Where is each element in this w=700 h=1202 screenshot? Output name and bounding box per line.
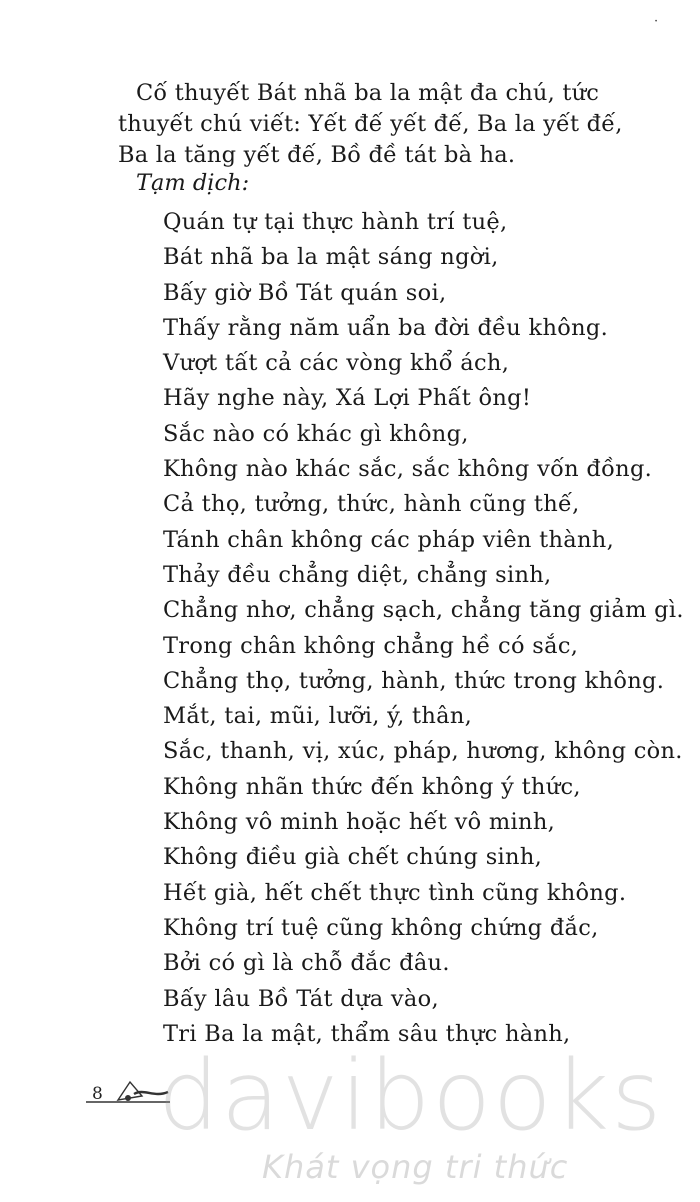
poem-line: Hết già, hết chết thực tình cũng không. (163, 879, 627, 906)
page-number: 8 (92, 1084, 103, 1104)
poem-line: Tri Ba la mật, thẩm sâu thực hành, (163, 1020, 571, 1047)
poem-line: Không trí tuệ cũng không chứng đắc, (163, 914, 599, 941)
poem-line: Vượt tất cả các vòng khổ ách, (163, 350, 510, 377)
poem-line: Sắc nào có khác gì không, (163, 420, 469, 447)
poem-line: Chẳng thọ, tưởng, hành, thức trong không. (163, 667, 665, 694)
poem-line: Bấy lâu Bồ Tát dựa vào, (163, 985, 439, 1012)
poem-line: Thảy đều chẳng diệt, chẳng sinh, (163, 561, 552, 588)
poem-line: Không nào khác sắc, sắc không vốn đồng. (163, 456, 653, 483)
poem-line: Trong chân không chẳng hề có sắc, (163, 632, 579, 659)
poem-line: Tánh chân không các pháp viên thành, (163, 526, 615, 553)
sutra-paragraph (118, 78, 658, 171)
poem-line: Cả thọ, tưởng, thức, hành cũng thế, (163, 491, 580, 518)
watermark-tagline: Khát vọng tri thức (262, 1148, 569, 1186)
poem-line: Bấy giờ Bồ Tát quán soi, (163, 279, 447, 306)
poem-line: Bởi có gì là chỗ đắc đâu. (163, 950, 450, 977)
poem-line: Hãy nghe này, Xá Lợi Phất ông! (163, 385, 532, 412)
corner-mark: · (654, 14, 659, 29)
poem-line: Không vô minh hoặc hết vô minh, (163, 809, 556, 836)
watermark-brand: davibooks (158, 1040, 664, 1152)
translation-label: Tạm dịch: (136, 170, 250, 196)
poem-line: Bát nhã ba la mật sáng ngời, (163, 244, 499, 271)
poem-line: Chẳng nhơ, chẳng sạch, chẳng tăng giảm gì. (163, 597, 684, 624)
poem-verses (163, 205, 684, 1052)
poem-line: Không nhãn thức đến không ý thức, (163, 773, 581, 800)
poem-line: Mắt, tai, mũi, lưỡi, ý, thân, (163, 703, 473, 730)
paragraph-text: Cố thuyết Bát nhã ba la mật đa chú, tức thuyết chú viết: Yết đế yết đế, Ba la yết đế, Ba la tăng yết đế, Bồ đề tát bà ha. (118, 80, 623, 168)
poem-line: Sắc, thanh, vị, xúc, pháp, hương, không còn. (163, 738, 683, 765)
poem-line: Không điều già chết chúng sinh, (163, 844, 543, 871)
poem-line: Thấy rằng năm uẩn ba đời đều không. (163, 314, 609, 341)
poem-line: Quán tự tại thực hành trí tuệ, (163, 209, 508, 235)
page-footer (0, 1040, 700, 1202)
